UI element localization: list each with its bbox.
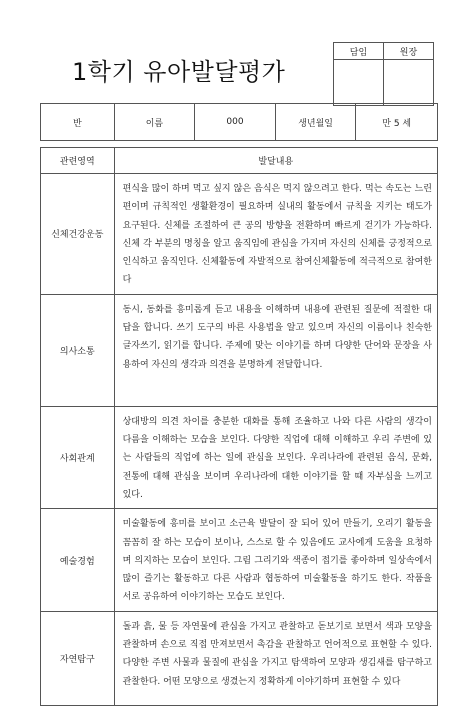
director-sign-box	[384, 60, 434, 106]
name-value: 000	[195, 104, 276, 141]
header-row	[41, 148, 438, 174]
director-sign-label: 원장	[384, 43, 434, 60]
section-row	[41, 611, 438, 705]
area-label: 예술경험	[41, 509, 115, 611]
evaluation-table	[40, 103, 438, 706]
area-header: 관련영역	[41, 148, 115, 174]
section-row	[41, 509, 438, 611]
area-content: 상대방의 의견 차이를 충분한 대화를 통해 조율하고 나와 다른 사람의 생각이 다름을 이해하는 모습을 보인다. 다양한 직업에 대해 이해하고 우리 주변에 있는 사람들의 직업에 하는 일에 관심을 보인다. 우리나라에 관련된 음식, 문화, 전통에 대해 관심을 보이며 우리나라에 대한 이야기를 할 때 자부심을 느끼고 있다.	[114, 406, 437, 508]
signature-table	[333, 42, 434, 106]
area-label: 신체건강운동	[41, 174, 115, 295]
area-label: 의사소통	[41, 294, 115, 406]
section-row	[41, 294, 438, 406]
section-row	[41, 406, 438, 508]
section-row	[41, 174, 438, 295]
info-row	[41, 104, 438, 141]
area-content: 편식을 많이 하며 먹고 싶지 않은 음식은 먹지 않으려고 한다. 먹는 속도는 느린 편이며 규칙적인 생활환경이 필요하며 실내의 활동에서 규칙을 지키는 태도가 요구된다. 신체를 조절하여 큰 공의 방향을 전환하며 빠르게 걷기가 가능하다. 신체 각 부분의 명칭을 알고 움직임에 관심을 가지며 자신의 신체를 긍정적으로 인식하고 움직인다. 신체활동에 자발적으로 참여신체활동에 적극적으로 참여한다	[114, 174, 437, 295]
area-content: 돌과 흙, 물 등 자연물에 관심을 가지고 관찰하고 돋보기로 보면서 색과 모양을 관찰하며 손으로 직접 만져보면서 촉감을 관찰하고 언어적으로 표현할 수 있다. 다양한 주변 사물과 물질에 관심을 가지고 탐색하여 모양과 생김새를 탐구하고 관찰한다. 어떤 모양으로 생겼는지 정확하게 이야기하며 표현할 수 있다	[114, 611, 437, 705]
content-header: 발달내용	[114, 148, 437, 174]
class-label: 반	[41, 104, 115, 141]
name-label: 이름	[114, 104, 195, 141]
area-content: 동시, 동화를 흥미롭게 듣고 내용을 이해하며 내용에 관련된 질문에 적절한 대답을 합니다. 쓰기 도구의 바른 사용법을 알고 있으며 자신의 이름이나 친숙한 글자쓰기, 읽기를 합니다. 주제에 맞는 이야기를 하며 다양한 단어와 문장을 사용하여 자신의 생각과 의견을 분명하게 전달합니다.	[114, 294, 437, 406]
page-title: 1학기 유아발달평가	[72, 58, 286, 86]
area-content: 미술활동에 흥미를 보이고 소근육 발달이 잘 되어 있어 만들기, 오리기 활동을 꼼꼼히 잘 하는 모습이 보이나, 스스로 할 수 있음에도 교사에게 도움을 요청하며 의지하는 모습이 보인다. 그림 그리기와 색종이 접기를 좋아하며 일상속에서 많이 즐기는 활동하고 다른 사람과 협동하여 미술활동을 하기도 한다. 작품을 서로 공유하여 이야기하는 모습도 보인다.	[114, 509, 437, 611]
area-label: 자연탐구	[41, 611, 115, 705]
birth-label: 생년월일	[275, 104, 356, 141]
area-label: 사회관계	[41, 406, 115, 508]
teacher-sign-label: 담임	[334, 43, 384, 60]
age-value: 만 5 세	[356, 104, 438, 141]
teacher-sign-box	[334, 60, 384, 106]
